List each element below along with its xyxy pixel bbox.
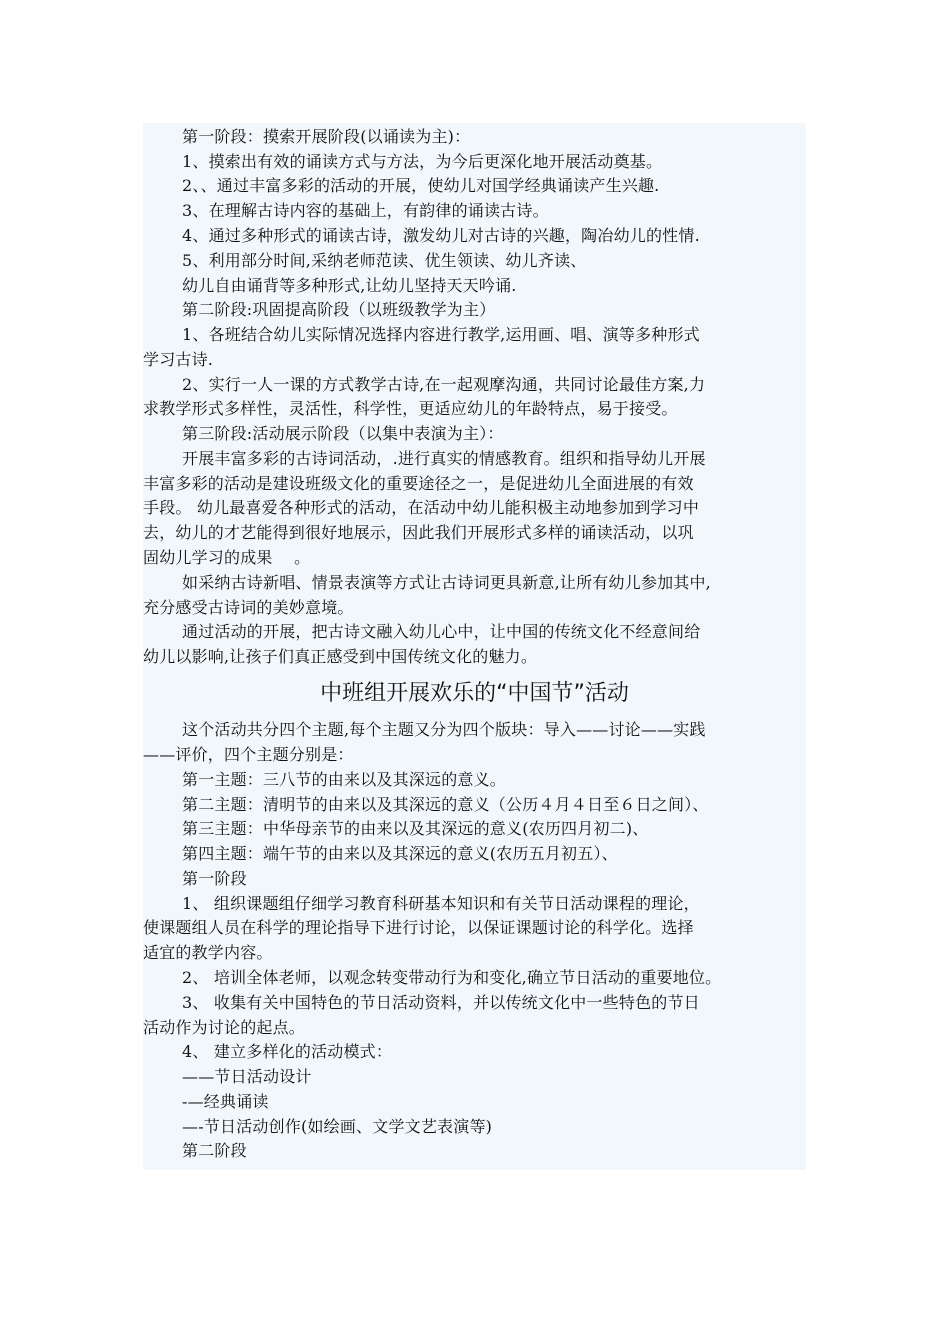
section1-line-1: 第一阶段：摸索开展阶段(以诵读为主)： bbox=[182, 127, 471, 146]
section2-line-16: -—经典诵读 bbox=[182, 1092, 269, 1111]
section1-line-15: 丰富多彩的活动是建设班级文化的重要途径之一，是促进幼儿全面进展的有效 bbox=[143, 474, 694, 493]
section2-line-2: ——评价，四个主题分别是： bbox=[143, 745, 354, 764]
section1-line-10: 学习古诗. bbox=[143, 350, 214, 369]
section2-line-8: 1、 组织课题组仔细学习教育科研基本知识和有关节日活动课程的理论， bbox=[182, 894, 700, 913]
section2-line-1: 这个活动共分四个主题,每个主题又分为四个版块：导入——讨论——实践 bbox=[182, 720, 706, 739]
section2-line-17: —-节日活动创作(如绘画、文学文艺表演等) bbox=[182, 1117, 493, 1136]
section1-line-18: 固幼儿学习的成果 。 bbox=[143, 548, 311, 567]
section2-line-6: 第四主题：端午节的由来以及其深远的意义(农历五月初五）、 bbox=[182, 844, 618, 863]
section1-line-19: 如采纳古诗新唱、情景表演等方式让古诗词更具新意,让所有幼儿参加其中, bbox=[182, 573, 711, 592]
document-text-block bbox=[143, 123, 806, 1170]
section1-line-17: 去，幼儿的才艺能得到很好地展示，因此我们开展形式多样的诵读活动，以巩 bbox=[143, 523, 694, 542]
section1-line-2: 1、摸索出有效的诵读方式与方法，为今后更深化地开展活动奠基。 bbox=[182, 152, 663, 171]
section1-line-20: 充分感受古诗词的美妙意境。 bbox=[143, 598, 354, 617]
section1-line-11: 2、实行一人一课的方式教学古诗,在一起观摩沟通，共同讨论最佳方案,力 bbox=[182, 375, 706, 394]
section2-line-5: 第三主题：中华母亲节的由来以及其深远的意义(农历四月初二)、 bbox=[182, 819, 649, 838]
section2-line-14: 4、 建立多样化的活动模式： bbox=[182, 1042, 393, 1061]
section1-line-9: 1、各班结合幼儿实际情况选择内容进行教学,运用画、唱、演等多种形式 bbox=[182, 325, 700, 344]
section1-line-22: 幼儿以影响,让孩子们真正感受到中国传统文化的魅力。 bbox=[143, 647, 538, 666]
section1-line-6: 5、利用部分时间,采纳老师范读、优生领读、幼儿齐读、 bbox=[182, 251, 587, 270]
section2-line-18: 第二阶段 bbox=[182, 1141, 247, 1160]
section2-line-10: 适宜的教学内容。 bbox=[143, 943, 273, 962]
section1-line-13: 第三阶段:活动展示阶段（以集中表演为主）： bbox=[182, 424, 504, 443]
section1-line-4: 3、在理解古诗内容的基础上，有韵律的诵读古诗。 bbox=[182, 201, 549, 220]
section2-line-7: 第一阶段 bbox=[182, 869, 247, 888]
section2-line-3: 第一主题：三八节的由来以及其深远的意义。 bbox=[182, 770, 507, 789]
section1-line-7: 幼儿自由诵背等多种形式,让幼儿坚持天天吟诵. bbox=[182, 276, 517, 295]
section2-line-9: 使课题组人员在科学的理论指导下进行讨论，以保证课题讨论的科学化。选择 bbox=[143, 918, 694, 937]
section1-line-5: 4、通过多种形式的诵读古诗，激发幼儿对古诗的兴趣，陶冶幼儿的性情. bbox=[182, 226, 700, 245]
section2-line-4: 第二主题：清明节的由来以及其深远的意义（公历４月４日至６日之间）、 bbox=[182, 795, 709, 814]
section1-line-8: 第二阶段:巩固提高阶段（以班级教学为主） bbox=[182, 300, 496, 319]
section1-line-16: 手段。 幼儿最喜爱各种形式的活动，在活动中幼儿能积极主动地参加到学习中 bbox=[143, 498, 700, 517]
section2-line-11: 2、 培训全体老师，以观念转变带动行为和变化,确立节日活动的重要地位。 bbox=[182, 968, 722, 987]
section1-line-14: 开展丰富多彩的古诗词活动，.进行真实的情感教育。组织和指导幼儿开展 bbox=[182, 449, 706, 468]
section1-line-3: 2、、通过丰富多彩的活动的开展，使幼儿对国学经典诵读产生兴趣. bbox=[182, 176, 660, 195]
section2-line-13: 活动作为讨论的起点。 bbox=[143, 1018, 306, 1037]
section2-line-12: 3、 收集有关中国特色的节日活动资料，并以传统文化中一些特色的节日 bbox=[182, 993, 700, 1012]
section1-line-12: 求教学形式多样性，灵活性，科学性，更适应幼儿的年龄特点，易于接受。 bbox=[143, 399, 678, 418]
section2-line-15: ——节日活动设计 bbox=[182, 1067, 312, 1086]
section-title: 中班组开展欢乐的“中国节”活动 bbox=[320, 681, 629, 706]
section1-line-21: 通过活动的开展，把古诗文融入幼儿心中，让中国的传统文化不经意间给 bbox=[182, 622, 701, 641]
